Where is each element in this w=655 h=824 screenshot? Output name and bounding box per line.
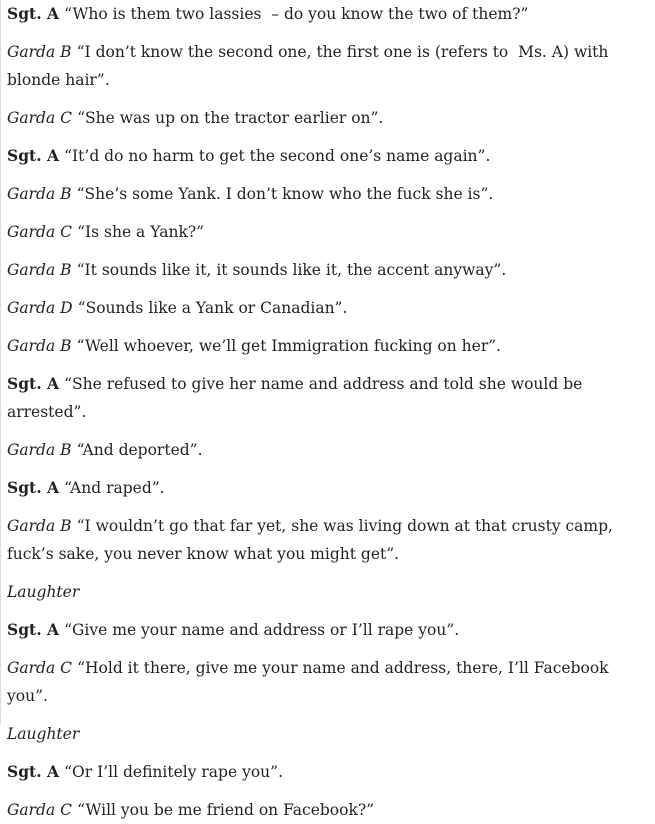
speaker-label: Garda C [7,109,72,127]
transcript-line [7,332,648,360]
speaker-label: Sgt. A [7,146,60,165]
speech-text: “She was up on the tractor earlier on”. [77,109,384,127]
speech-text: “She’s some Yank. I don’t know who the fuck she is”. [76,185,494,203]
transcript-line [7,256,648,284]
transcript-line [7,142,648,170]
speaker-label: Sgt. A [7,374,60,393]
speech-text: “Is she a Yank?” [77,223,205,241]
speech-text: “Who is them two lassies – do you know the two of them?” [64,5,529,23]
speaker-label: Garda B [7,337,72,355]
speaker-label: Garda B [7,441,72,459]
transcript-line [7,370,648,426]
transcript-line [7,758,648,786]
transcript [7,0,648,824]
speech-text: “Or I’ll definitely rape you”. [64,763,283,781]
transcript-line [7,38,648,94]
transcript-line [7,294,648,322]
speech-text: “And raped”. [64,479,165,497]
speaker-label: Sgt. A [7,620,60,639]
speech-text: “I wouldn’t go that far yet, she was living down at that crusty camp, fuck’s sake, you never know what you might get”. [7,517,618,563]
transcript-line [7,616,648,644]
transcript-line [7,796,648,824]
speaker-label: Sgt. A [7,478,60,497]
speaker-label: Garda C [7,223,72,241]
speaker-label: Sgt. A [7,762,60,781]
speech-text: “And deported”. [76,441,203,459]
speech-text: “Hold it there, give me your name and address, there, I’ll Facebook you”. [7,659,614,705]
speech-text: “She refused to give her name and address and told she would be arrested”. [7,375,588,421]
speech-text: “It sounds like it, it sounds like it, the accent anyway”. [76,261,507,279]
transcript-line [7,578,648,606]
speaker-label: Garda D [7,299,73,317]
speaker-label: Garda C [7,659,72,677]
speech-text: “It’d do no harm to get the second one’s name again”. [64,147,491,165]
transcript-line [7,512,648,568]
speech-text: “Will you be me friend on Facebook?” [77,801,375,819]
speaker-label: Garda C [7,801,72,819]
speech-text: Laughter [7,583,80,601]
transcript-line [7,218,648,246]
transcript-line [7,436,648,464]
transcript-line [7,654,648,710]
speaker-label: Garda B [7,261,72,279]
speaker-label: Garda B [7,517,72,535]
speech-text: Laughter [7,725,80,743]
transcript-line [7,0,648,28]
transcript-line [7,474,648,502]
speaker-label: Garda B [7,185,72,203]
speech-text: “Give me your name and address or I’ll rape you”. [64,621,460,639]
speech-text: “Well whoever, we’ll get Immigration fucking on her”. [76,337,502,355]
transcript-line [7,180,648,208]
transcript-line [7,720,648,748]
transcript-line [7,104,648,132]
speaker-label: Sgt. A [7,4,60,23]
speech-text: “Sounds like a Yank or Canadian”. [77,299,348,317]
speech-text: “I don’t know the second one, the first one is (refers to Ms. A) with blonde hair”. [7,43,614,89]
speaker-label: Garda B [7,43,72,61]
